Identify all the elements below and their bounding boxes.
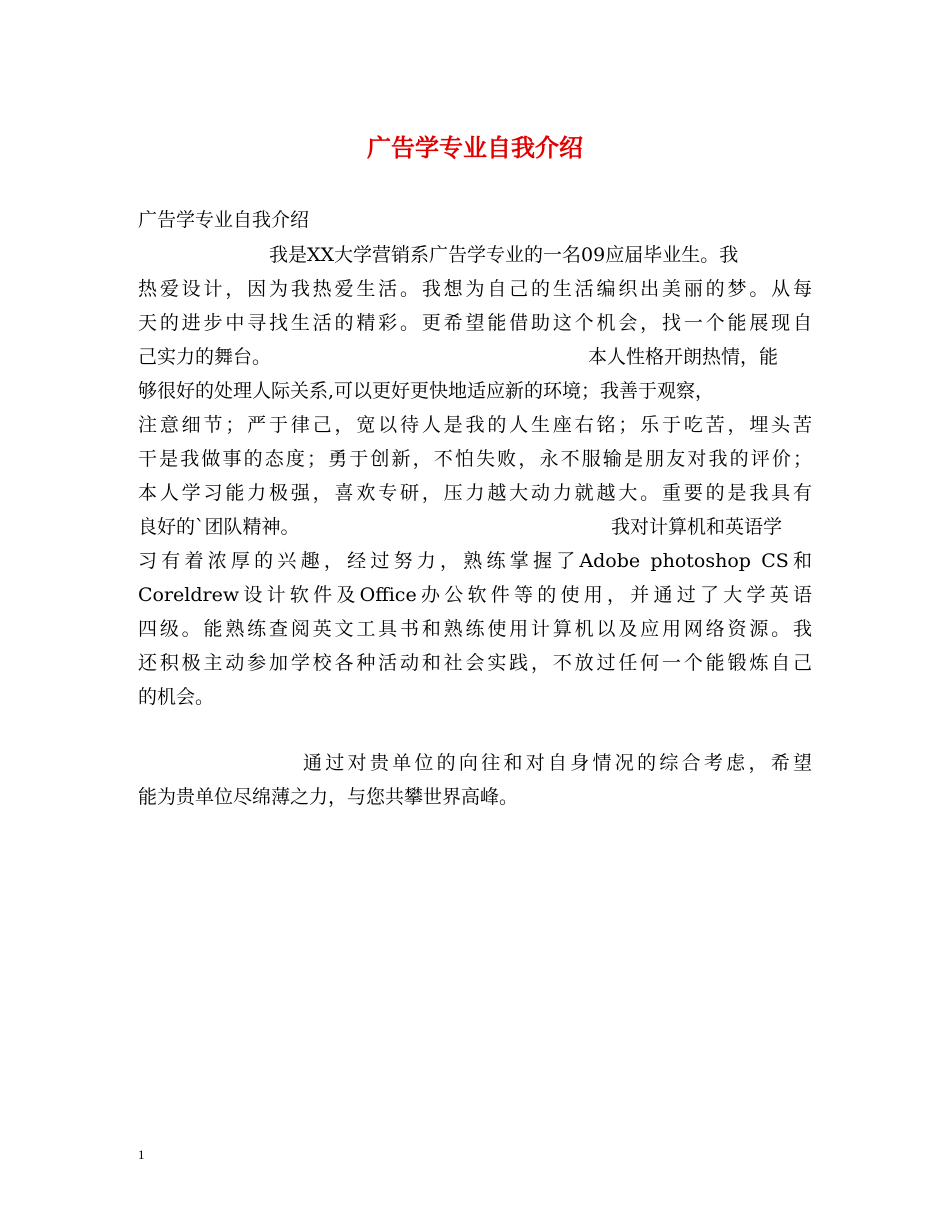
text-line: 的机会。 [138, 686, 215, 708]
text-line: 热爱设计，因为我热爱生活。我想为自己的生活编织出美丽的梦。从每 [138, 278, 812, 300]
page-number: 1 [138, 1147, 145, 1162]
text-line: 己实力的舞台。 [138, 346, 272, 368]
text-line: 本人性格开朗热情，能 [588, 346, 779, 368]
text-line: 我是XX大学营销系广告学专业的一名09应届毕业生。我 [269, 244, 739, 266]
text-line: 够很好的处理人际关系,可以更好更快地适应新的环境；我善于观察， [138, 380, 715, 402]
text-line: 本人学习能力极强，喜欢专研，压力越大动力就越大。重要的是我具有 [138, 482, 812, 504]
text-line-subtitle: 广告学专业自我介绍 [138, 209, 310, 231]
document-title: 广告学专业自我介绍 [367, 134, 583, 162]
text-line: 习有着浓厚的兴趣，经过努力，熟练掌握了Adobe photoshop CS和 [138, 550, 812, 572]
text-line: Coreldrew设计软件及Office办公软件等的使用，并通过了大学英语 [138, 584, 812, 606]
text-line: 能为贵单位尽绵薄之力，与您共攀世界高峰。 [138, 786, 519, 808]
text-line: 四级。能熟练查阅英文工具书和熟练使用计算机以及应用网络资源。我 [138, 618, 812, 640]
text-line: 干是我做事的态度；勇于创新，不怕失败，永不服输是朋友对我的评价； [138, 448, 812, 470]
text-line: 良好的`团队精神。 [138, 516, 300, 538]
text-line: 我对计算机和英语学 [611, 516, 783, 538]
text-line: 通过对贵单位的向往和对自身情况的综合考虑，希望 [303, 752, 812, 774]
text-line: 注意细节；严于律己，宽以待人是我的人生座右铭；乐于吃苦，埋头苦 [138, 414, 812, 436]
text-line: 还积极主动参加学校各种活动和社会实践，不放过任何一个能锻炼自己 [138, 652, 812, 674]
text-line: 天的进步中寻找生活的精彩。更希望能借助这个机会，找一个能展现自 [138, 312, 812, 334]
